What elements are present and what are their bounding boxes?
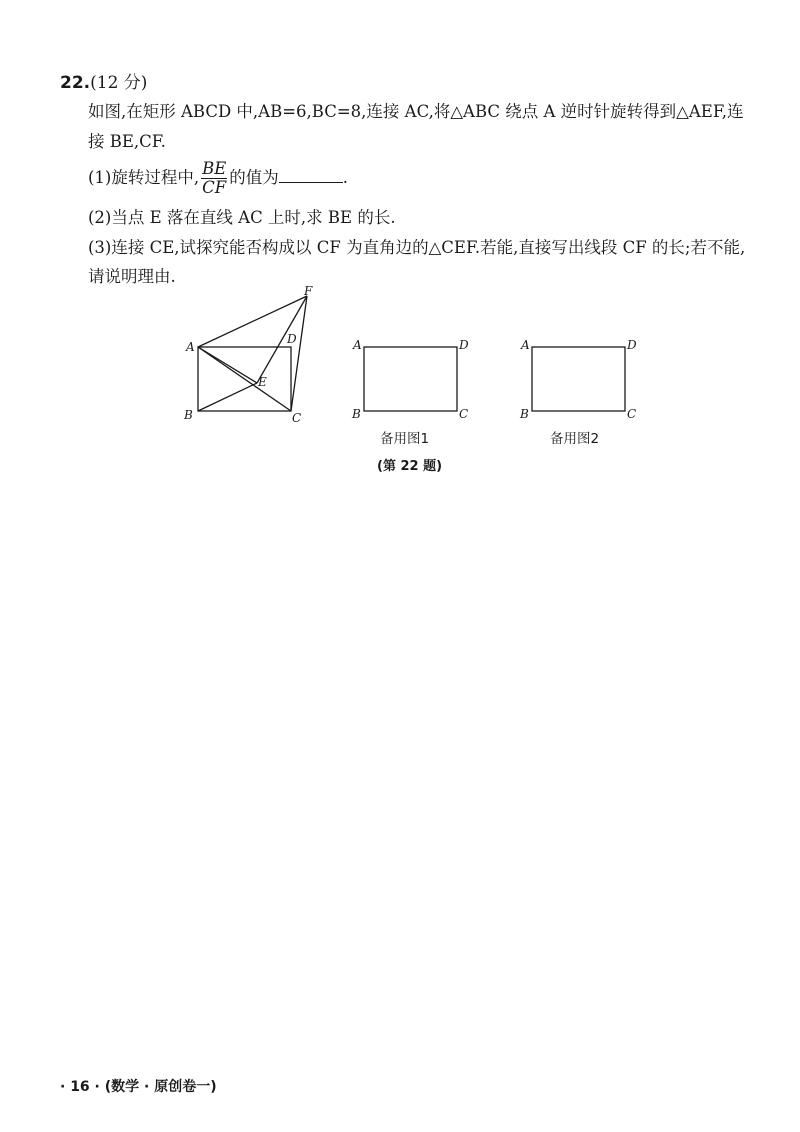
spare-2-rectangle (532, 347, 625, 411)
part-1-suffix: 的值为 (229, 168, 279, 187)
figure-caption: (第 22 题) (377, 459, 443, 474)
spare-1-label-b: B (352, 407, 361, 421)
spare-2-label-a: A (521, 338, 530, 352)
question-score: (12 分) (90, 73, 148, 93)
main-figure (198, 296, 307, 411)
spare-2-label-b: B (520, 407, 529, 421)
segment-ac (198, 347, 291, 411)
main-label-d: D (287, 332, 297, 346)
question-number: 22. (60, 73, 91, 93)
main-label-e: E (258, 375, 267, 389)
spare-2-label-d: D (627, 338, 637, 352)
spare-1-label-c: C (459, 407, 469, 421)
page-footer: · 16 · (数学 · 原创卷一) (60, 1079, 217, 1095)
part-1-prefix: (1)旋转过程中, (88, 168, 200, 187)
spare-2-label-c: C (627, 407, 637, 421)
part-3-line-1: (3)连接 CE,试探究能否构成以 CF 为直角边的△CEF.若能,直接写出线段 CF 的长;若不能, (88, 238, 746, 257)
segment-ae (198, 347, 257, 383)
fraction-numerator: BE (202, 159, 227, 178)
main-label-a: A (186, 340, 195, 354)
segment-ef (257, 296, 307, 383)
spare-1-label-d: D (459, 338, 469, 352)
stem-line-1: 如图,在矩形 ABCD 中,AB=6,BC=8,连接 AC,将△ABC 绕点 A 逆时针旋转得到△AEF,连 (88, 102, 744, 121)
spare-1-rectangle (364, 347, 457, 411)
segment-cf (291, 296, 307, 411)
main-label-b: B (184, 408, 193, 422)
fraction-denominator: CF (202, 178, 227, 197)
stem-line-2: 接 BE,CF. (88, 132, 166, 151)
part-1-end: . (342, 168, 349, 187)
main-label-c: C (292, 411, 302, 425)
part-2: (2)当点 E 落在直线 AC 上时,求 BE 的长. (88, 208, 396, 227)
spare-1-label-a: A (353, 338, 362, 352)
spare-1-caption: 备用图1 (380, 431, 430, 447)
spare-2-caption: 备用图2 (550, 431, 600, 447)
main-label-f: F (304, 284, 313, 298)
segment-be (198, 383, 257, 411)
part-3-line-2: 请说明理由. (88, 267, 176, 286)
